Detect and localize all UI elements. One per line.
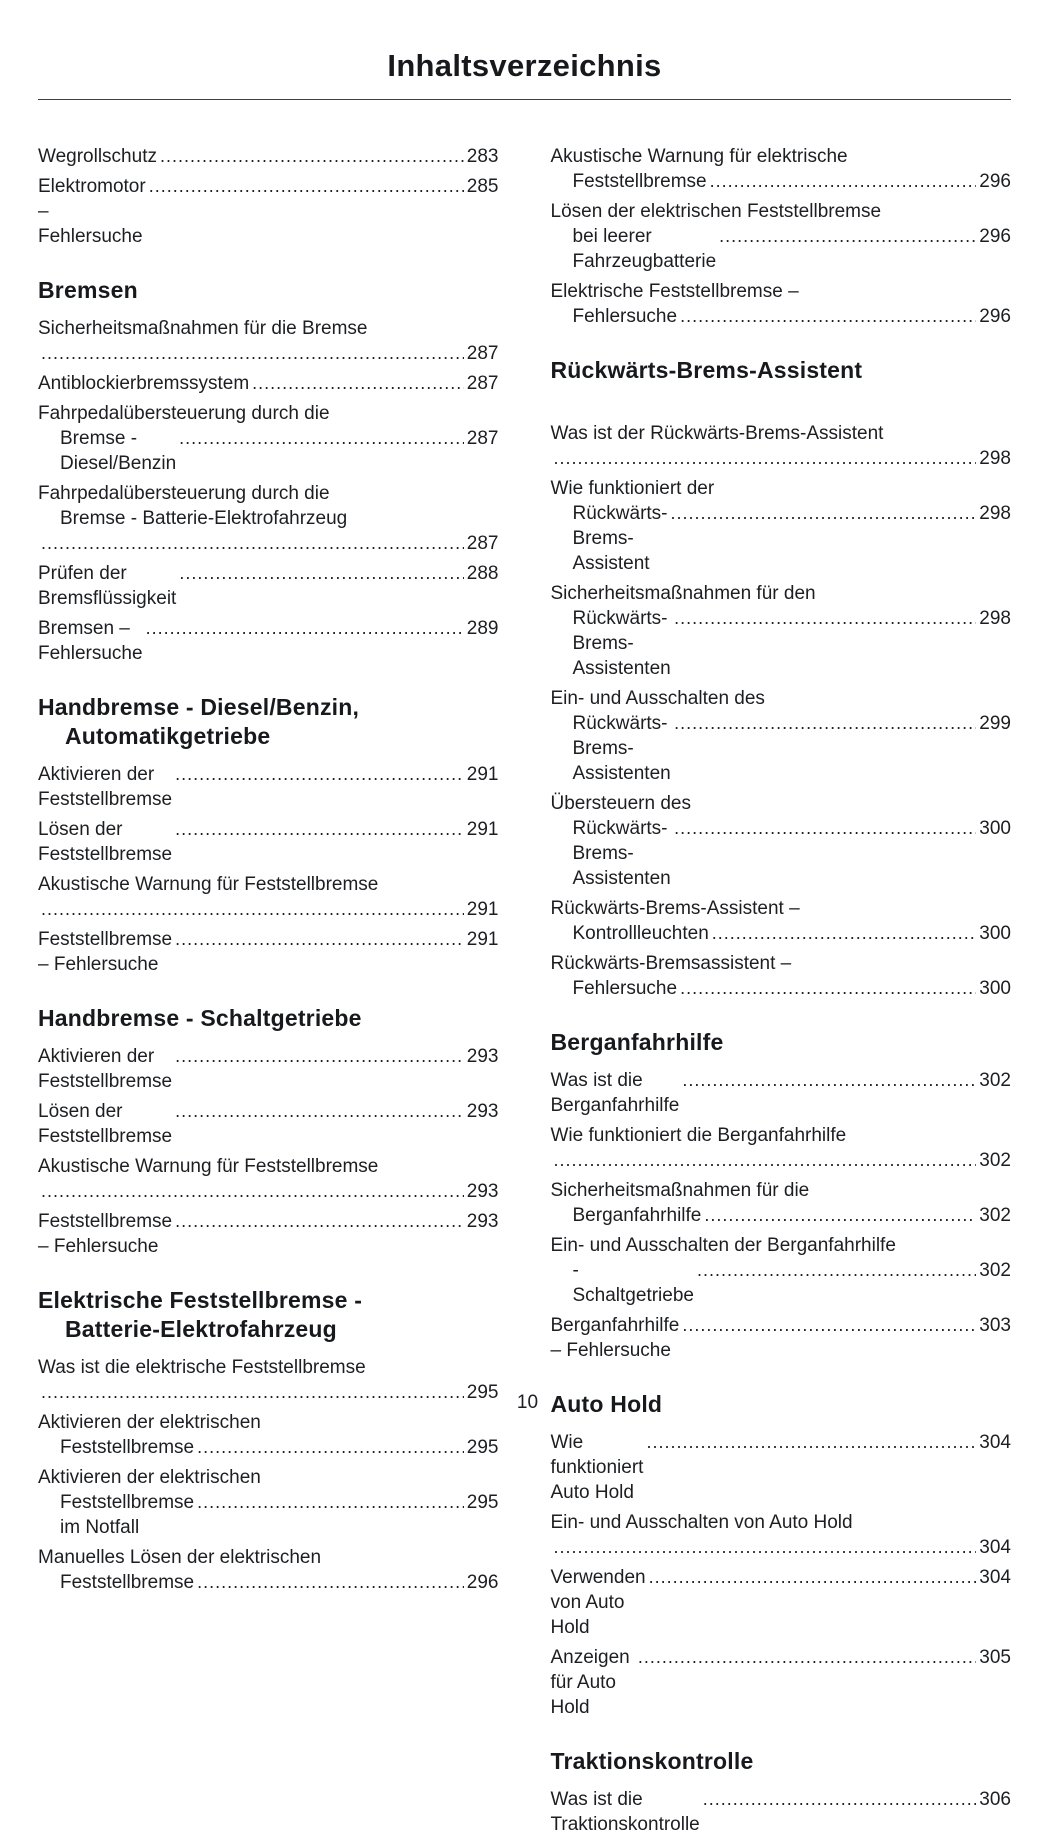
entry-page-number: 287 — [466, 533, 499, 554]
toc-entry-line — [38, 616, 499, 666]
toc-entry-line — [38, 531, 499, 556]
section-heading-line: Berganfahrhilfe — [550, 1029, 724, 1055]
entry-text: Wie funktioniert die Berganfahrhilfe — [550, 1125, 847, 1146]
entry-text: Fahrpedalübersteuerung durch die — [38, 403, 330, 424]
dot-leader — [146, 616, 464, 641]
section-heading — [38, 276, 499, 305]
toc-entry[interactable] — [38, 401, 499, 476]
toc-entry[interactable] — [551, 1233, 1012, 1308]
toc-entry-line — [551, 421, 1012, 446]
toc-entry[interactable] — [551, 421, 1012, 471]
toc-entry-line — [38, 872, 499, 897]
entry-text: Feststellbremse – Fehlersuche — [38, 929, 178, 975]
entry-text: Fehlersuche — [572, 978, 678, 999]
toc-entry-line — [38, 817, 499, 867]
dot-leader — [175, 1099, 464, 1124]
entry-page-number: 304 — [979, 1432, 1011, 1453]
dot-leader — [704, 1203, 976, 1228]
toc-entry[interactable] — [38, 1209, 499, 1259]
page-number: 10 — [516, 1392, 539, 1413]
dot-leader — [41, 897, 464, 922]
toc-entry-line — [38, 426, 499, 476]
toc-entry[interactable] — [38, 1154, 499, 1204]
toc-entry-line — [38, 1044, 499, 1094]
toc-section — [38, 693, 499, 977]
toc-section — [38, 1004, 499, 1259]
section-heading — [38, 1004, 499, 1033]
toc-entry-line — [38, 316, 499, 341]
entry-text: Akustische Warnung für elektrische — [550, 146, 848, 167]
entry-text: Was ist die Berganfahrhilfe — [550, 1070, 680, 1116]
entry-page-number: 291 — [466, 929, 499, 950]
entry-text: Wie funktioniert der — [550, 478, 715, 499]
toc-entry[interactable] — [551, 1565, 1012, 1640]
section-heading-line: Handbremse - Diesel/Benzin, — [38, 694, 360, 720]
toc-entry-line — [551, 501, 1012, 576]
toc-entry[interactable] — [551, 279, 1012, 329]
toc-entry-line — [38, 1570, 499, 1595]
section-heading-line: Handbremse - Schaltgetriebe — [38, 1005, 362, 1031]
entry-page-number: 293 — [466, 1101, 499, 1122]
entry-page-number: 291 — [466, 899, 499, 920]
toc-entry-line — [551, 581, 1012, 606]
entry-page-number: 296 — [979, 226, 1011, 247]
toc-entry-line — [551, 1787, 1012, 1837]
toc-columns — [38, 144, 1011, 1842]
entry-page-number: 306 — [979, 1789, 1011, 1810]
entry-text: Wegrollschutz — [38, 146, 157, 167]
dot-leader — [674, 606, 976, 631]
entry-page-number: 296 — [979, 171, 1011, 192]
entry-text: Aktivieren der elektrischen — [38, 1467, 261, 1488]
entry-text: Lösen der Feststellbremse — [38, 819, 173, 865]
toc-section — [38, 144, 499, 249]
entry-text: Fahrpedalübersteuerung durch die — [38, 483, 330, 504]
toc-entry[interactable] — [38, 481, 499, 556]
toc-entry[interactable] — [551, 1430, 1012, 1505]
toc-entry-line — [551, 1203, 1012, 1228]
toc-entry-line — [551, 711, 1012, 786]
toc-entry-line — [551, 921, 1012, 946]
toc-entry-line — [38, 1465, 499, 1490]
entry-text: Ein- und Ausschalten von Auto Hold — [550, 1512, 853, 1533]
dot-leader — [197, 1490, 464, 1515]
toc-entry[interactable] — [551, 896, 1012, 946]
toc-section — [551, 1747, 1012, 1837]
toc-entry-line — [38, 762, 499, 812]
entry-page-number: 293 — [466, 1181, 499, 1202]
toc-entry-line — [551, 144, 1012, 169]
toc-entry[interactable] — [551, 1178, 1012, 1228]
dot-leader — [252, 371, 464, 396]
entry-page-number: 291 — [466, 819, 499, 840]
toc-entry[interactable] — [551, 1313, 1012, 1363]
entry-page-number: 295 — [466, 1437, 499, 1458]
entry-page-number: 289 — [466, 618, 499, 639]
entry-text: Bremse - Batterie-Elektrofahrzeug — [60, 508, 348, 529]
section-heading — [551, 1028, 1012, 1057]
entry-text: Sicherheitsmaßnahmen für die — [550, 1180, 810, 1201]
entry-page-number: 295 — [466, 1492, 499, 1513]
toc-entry-line — [551, 1178, 1012, 1203]
section-heading-line: Auto Hold — [550, 1391, 663, 1417]
entry-page-number: 288 — [466, 563, 499, 584]
toc-entry-line — [551, 1430, 1012, 1505]
entry-page-number: 300 — [979, 978, 1011, 999]
dot-leader — [160, 144, 464, 169]
entry-text: Wie funktioniert Auto Hold — [550, 1432, 648, 1503]
toc-entry[interactable] — [38, 1545, 499, 1595]
entry-text: bei leerer Fahrzeugbatterie — [572, 226, 717, 272]
dot-leader — [646, 1430, 976, 1455]
toc-entry-line — [551, 199, 1012, 224]
section-heading — [551, 356, 1012, 385]
toc-entry-line — [38, 401, 499, 426]
entry-text: Was ist der Rückwärts-Brems-Assistent — [550, 423, 884, 444]
entry-page-number: 287 — [466, 373, 499, 394]
section-heading-line: Elektrische Feststellbremse - — [38, 1287, 363, 1313]
title-divider — [38, 99, 1011, 100]
toc-entry[interactable] — [38, 1044, 499, 1094]
toc-entry-line — [38, 144, 499, 169]
toc-entry-line — [551, 1510, 1012, 1535]
toc-entry-line — [551, 816, 1012, 891]
entry-page-number: 296 — [466, 1572, 499, 1593]
dot-leader — [175, 762, 464, 787]
entry-page-number: 302 — [979, 1205, 1011, 1226]
entry-page-number: 295 — [466, 1382, 499, 1403]
toc-entry[interactable] — [38, 872, 499, 922]
entry-text: Feststellbremse im Notfall — [60, 1492, 200, 1538]
entry-text: Ein- und Ausschalten der Berganfahrhilfe — [550, 1235, 896, 1256]
entry-text: Aktivieren der elektrischen — [38, 1412, 261, 1433]
entry-page-number: 300 — [979, 923, 1011, 944]
toc-entry-line — [551, 446, 1012, 471]
dot-leader — [197, 1570, 464, 1595]
entry-text: Feststellbremse — [572, 171, 707, 192]
toc-entry[interactable] — [551, 476, 1012, 576]
entry-page-number: 302 — [979, 1260, 1011, 1281]
dot-leader — [149, 174, 464, 199]
dot-leader — [680, 976, 976, 1001]
entry-page-number: 287 — [466, 428, 499, 449]
toc-entry[interactable] — [38, 927, 499, 977]
dot-leader — [179, 426, 464, 451]
dot-leader — [719, 224, 976, 249]
toc-entry-line — [551, 1645, 1012, 1720]
dot-leader — [674, 711, 976, 736]
toc-entry-line — [38, 506, 499, 531]
dot-leader — [682, 1313, 976, 1338]
toc-section — [551, 1028, 1012, 1363]
entry-text: Ein- und Ausschalten des — [550, 688, 765, 709]
entry-text: Rückwärts-Brems-Assistent — [572, 503, 668, 574]
section-heading-line: Automatikgetriebe — [65, 723, 271, 749]
toc-entry[interactable] — [38, 174, 499, 249]
section-heading-line: Batterie-Elektrofahrzeug — [65, 1316, 337, 1342]
toc-entry-line — [551, 951, 1012, 976]
toc-entry-line — [38, 561, 499, 611]
toc-entry-line — [551, 279, 1012, 304]
entry-page-number: 304 — [979, 1567, 1011, 1588]
dot-leader — [712, 921, 977, 946]
entry-text: Berganfahrhilfe — [572, 1205, 702, 1226]
toc-entry-line — [551, 1313, 1012, 1363]
entry-text: Rückwärts-Bremsassistent – — [550, 953, 792, 974]
toc-entry[interactable] — [38, 1410, 499, 1460]
toc-entry-line — [551, 686, 1012, 711]
toc-entry[interactable] — [38, 762, 499, 812]
dot-leader — [674, 816, 976, 841]
dot-leader — [41, 341, 464, 366]
toc-entry-line — [551, 1123, 1012, 1148]
toc-entry-line — [551, 1148, 1012, 1173]
page-header — [38, 48, 1011, 100]
toc-entry[interactable] — [38, 817, 499, 867]
toc-entry[interactable] — [38, 316, 499, 366]
dot-leader — [554, 1148, 977, 1173]
toc-entry[interactable] — [551, 1123, 1012, 1173]
entry-text: Feststellbremse — [60, 1572, 195, 1593]
toc-section — [38, 1286, 499, 1595]
entry-text: Bremsen – Fehlersuche — [38, 618, 143, 664]
toc-entry-line — [38, 174, 499, 249]
entry-text: Fehlersuche — [572, 306, 678, 327]
toc-entry-line — [38, 1355, 499, 1380]
section-heading-line: Rückwärts-Brems-Assistent — [550, 357, 863, 383]
toc-entry[interactable] — [551, 791, 1012, 891]
toc-entry[interactable] — [551, 199, 1012, 274]
toc-entry[interactable] — [38, 616, 499, 666]
toc-entry-line — [38, 1545, 499, 1570]
dot-leader — [703, 1787, 977, 1812]
entry-text: Bremse - Diesel/Benzin — [60, 428, 177, 474]
entry-text: Übersteuern des — [550, 793, 691, 814]
entry-page-number: 302 — [979, 1070, 1011, 1091]
toc-entry[interactable] — [38, 371, 499, 396]
toc-section — [551, 144, 1012, 329]
toc-entry-line — [551, 476, 1012, 501]
toc-section — [38, 276, 499, 666]
dot-leader — [682, 1068, 976, 1093]
toc-entry-line — [551, 976, 1012, 1001]
entry-page-number: 304 — [979, 1537, 1011, 1558]
entry-text: Elektromotor – Fehlersuche — [38, 176, 151, 247]
toc-entry-line — [38, 1154, 499, 1179]
entry-text: Sicherheitsmaßnahmen für den — [550, 583, 816, 604]
entry-text: Rückwärts-Brems-Assistenten — [572, 818, 671, 889]
entry-page-number: 300 — [979, 818, 1011, 839]
section-heading-line: Bremsen — [38, 277, 138, 303]
entry-text: Feststellbremse — [60, 1437, 195, 1458]
toc-entry[interactable] — [551, 581, 1012, 681]
entry-text: Anzeigen für Auto Hold — [550, 1647, 636, 1718]
toc-entry-line — [38, 481, 499, 506]
toc-entry-line — [38, 341, 499, 366]
entry-text: Verwenden von Auto Hold — [550, 1567, 651, 1638]
dot-leader — [179, 561, 463, 586]
toc-entry[interactable] — [551, 144, 1012, 194]
dot-leader — [697, 1258, 976, 1283]
toc-entry-line — [551, 1565, 1012, 1640]
entry-page-number: 291 — [466, 764, 499, 785]
toc-entry-line — [551, 896, 1012, 921]
toc-entry-line — [551, 606, 1012, 681]
dot-leader — [175, 1209, 464, 1234]
entry-page-number: 293 — [466, 1046, 499, 1067]
entry-text: Akustische Warnung für Feststellbremse — [38, 1156, 379, 1177]
entry-text: Aktivieren der Feststellbremse — [38, 1046, 173, 1092]
toc-entry[interactable] — [551, 1068, 1012, 1118]
entry-text: Lösen der Feststellbremse — [38, 1101, 173, 1147]
entry-text: Antiblockierbremssystem — [38, 373, 250, 394]
entry-text: Feststellbremse – Fehlersuche — [38, 1211, 178, 1257]
entry-page-number: 303 — [979, 1315, 1011, 1336]
entry-page-number: 298 — [979, 503, 1011, 524]
toc-section — [551, 356, 1012, 1001]
dot-leader — [554, 446, 977, 471]
entry-page-number: 296 — [979, 306, 1011, 327]
toc-entry-line — [38, 1179, 499, 1204]
entry-page-number: 298 — [979, 448, 1011, 469]
entry-page-number: 293 — [466, 1211, 499, 1232]
toc-entry[interactable] — [38, 144, 499, 169]
entry-page-number: 299 — [979, 713, 1011, 734]
section-heading — [38, 693, 499, 751]
page-footer — [0, 1392, 1055, 1414]
toc-entry-line — [38, 1490, 499, 1540]
toc-entry[interactable] — [38, 1099, 499, 1149]
entry-text: Kontrollleuchten — [572, 923, 709, 944]
dot-leader — [41, 531, 464, 556]
section-heading — [38, 1286, 499, 1344]
entry-page-number: 283 — [466, 146, 499, 167]
toc-entry-line — [551, 304, 1012, 329]
toc-entry-line — [551, 791, 1012, 816]
dot-leader — [649, 1565, 977, 1590]
toc-entry-line — [551, 1535, 1012, 1560]
entry-text: Was ist die elektrische Feststellbremse — [38, 1357, 366, 1378]
toc-section — [551, 1390, 1012, 1720]
page-title: Inhaltsverzeichnis — [387, 48, 662, 83]
entry-text: Manuelles Lösen der elektrischen — [38, 1547, 322, 1568]
toc-entry[interactable] — [38, 1465, 499, 1540]
dot-leader — [175, 1044, 464, 1069]
entry-text: Was ist die Traktionskontrolle — [550, 1789, 700, 1835]
toc-entry[interactable] — [551, 686, 1012, 786]
entry-text: Rückwärts-Brems-Assistenten — [572, 608, 671, 679]
entry-text: Prüfen der Bremsflüssigkeit — [38, 563, 177, 609]
toc-column-1 — [38, 144, 499, 1600]
toc-column-2 — [551, 144, 1012, 1842]
dot-leader — [41, 1179, 464, 1204]
dot-leader — [671, 501, 977, 526]
toc-entry-line — [38, 1209, 499, 1259]
toc-entry-line — [38, 927, 499, 977]
section-heading — [551, 1747, 1012, 1776]
entry-text: Rückwärts-Brems-Assistenten — [572, 713, 671, 784]
dot-leader — [554, 1535, 977, 1560]
entry-page-number: 302 — [979, 1150, 1011, 1171]
toc-entry[interactable] — [551, 1787, 1012, 1837]
section-heading-line: Traktionskontrolle — [550, 1748, 754, 1774]
entry-page-number: 305 — [979, 1647, 1011, 1668]
toc-entry[interactable] — [38, 561, 499, 611]
toc-entry-line — [38, 897, 499, 922]
toc-entry-line — [551, 224, 1012, 274]
entry-text: - Schaltgetriebe — [572, 1260, 694, 1306]
entry-page-number: 298 — [979, 608, 1011, 629]
entry-text: Elektrische Feststellbremse – — [550, 281, 799, 302]
dot-leader — [638, 1645, 976, 1670]
entry-text: Sicherheitsmaßnahmen für die Bremse — [38, 318, 368, 339]
entry-text: Berganfahrhilfe – Fehlersuche — [550, 1315, 685, 1361]
entry-page-number: 287 — [466, 343, 499, 364]
entry-page-number: 285 — [466, 176, 499, 197]
toc-entry[interactable] — [551, 1645, 1012, 1720]
toc-entry-line — [38, 371, 499, 396]
dot-leader — [175, 927, 464, 952]
dot-leader — [710, 169, 977, 194]
toc-entry-line — [551, 1068, 1012, 1118]
toc-entry-line — [551, 1233, 1012, 1258]
toc-entry-line — [551, 169, 1012, 194]
entry-text: Aktivieren der Feststellbremse — [38, 764, 173, 810]
toc-entry-line — [551, 1258, 1012, 1308]
toc-entry-line — [38, 1099, 499, 1149]
toc-entry[interactable] — [551, 1510, 1012, 1560]
entry-text: Akustische Warnung für Feststellbremse — [38, 874, 379, 895]
dot-leader — [175, 817, 464, 842]
dot-leader — [680, 304, 976, 329]
toc-entry[interactable] — [551, 951, 1012, 1001]
entry-text: Lösen der elektrischen Feststellbremse — [550, 201, 882, 222]
entry-text: Rückwärts-Brems-Assistent – — [550, 898, 800, 919]
